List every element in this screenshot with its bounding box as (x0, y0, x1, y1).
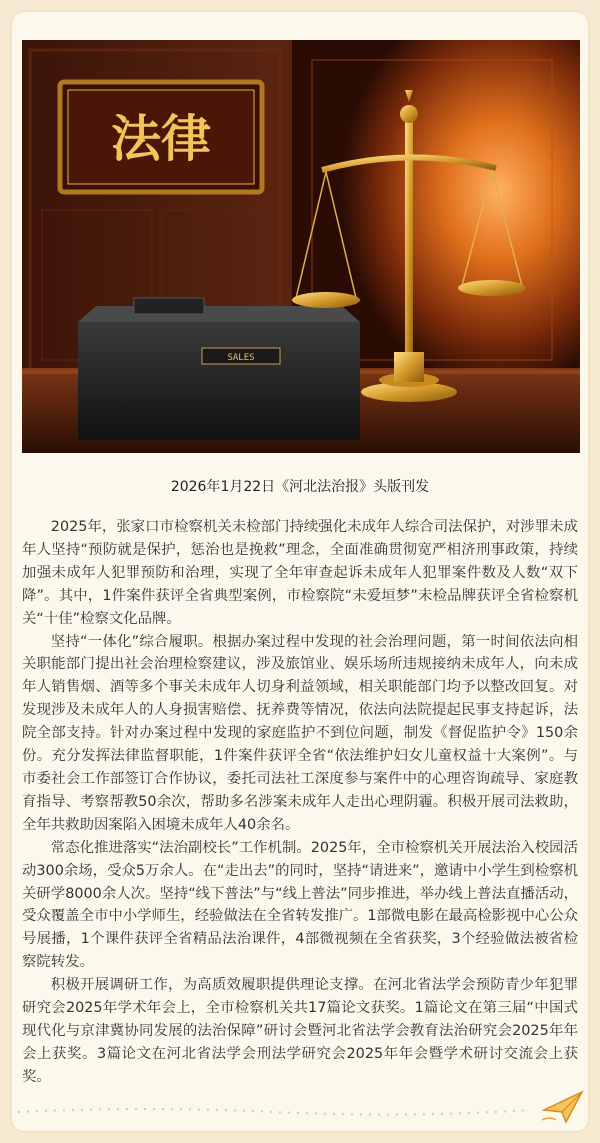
paragraph: 积极开展调研工作，为高质效履职提供理论支撑。在河北省法学会预防青少年犯罪研究会2025年学术年会上，全市检察机关共17篇论文获奖。1篇论文在第三届“中国式现代化与京津冀协同发展的法治保障”研讨会暨河北省法学会教育法治研究会2025年年会上获奖。3篇论文在河北省法学会刑法学研究会2025年年会暨学术研讨交流会上获奖。 (22, 977, 578, 1085)
photo-caption: 2026年1月22日《河北法治报》头版刊发 (170, 479, 430, 495)
dotted-divider (14, 1104, 534, 1124)
box-label: SALES (227, 353, 255, 363)
paragraph: 坚持“一体化”综合履职。根据办案过程中发现的社会治理问题，第一时间依法向相关职能部门提出社会治理检察建议，涉及旅馆业、娱乐场所违规接纳未成年人，向未成年人销售烟、酒等多个事关未成年人切身利益领域，相关职能部门均予以整改回复。对发现涉及未成年人的人身损害赔偿、抚养费等情况，依法向法院提起民事支持起诉，法院全部支持。针对办案过程中发现的家庭监护不到位问题，制发《督促监护令》150余份。充分发挥法律监督职能，1件案件获评全省“依法维护妇女儿童权益十大案例”。与市委社会工作部签订合作协议，委托司法社工深度参与案件中的心理咨询疏导、家庭教育指导、考察帮教50余次，帮助多名涉案未成年人走出心理阴霾。积极开展司法救助，全年共救助因案陷入困境未成年人40余名。 (22, 633, 578, 833)
paragraph: 常态化推进落实“法治副校长”工作机制。2025年，全市检察机关开展法治入校园活动300余场，受众5万余人。在“走出去”的同时，坚持“请进来”，邀请中小学生到检察机关研学8000余人次。坚持“线下普法”与“线上普法”同步推进，举办线上普法直播活动，受众覆盖全市中小学师生，经验做法在全省转发推广。1部微电影在最高检影视中心公众号展播，1个课件获评全省精品法治课件，4部微视频在全省获奖，3个经验做法被省检察院转发。 (22, 839, 579, 971)
courtroom-scale-illustration (22, 40, 580, 453)
article-body (22, 516, 578, 1089)
paragraph: 2025年，张家口市检察机关未检部门持续强化未成年人综合司法保护，对涉罪未成年人坚持“预防就是保护，惩治也是挽救”理念，全面准确贯彻宽严相济刑事政策，持续加强未成年人犯罪预防和治理，实现了全年审查起诉未成年人犯罪案件数及人数“双下降”。其中，1件案件获评全省典型案例，市检察院“未爱垣梦”未检品牌获评全省检察机关“十佳”检察文化品牌。 (22, 519, 578, 627)
header-photo (22, 40, 580, 453)
paper-plane-icon (540, 1086, 586, 1126)
plaque-text: 法律 (111, 109, 211, 168)
